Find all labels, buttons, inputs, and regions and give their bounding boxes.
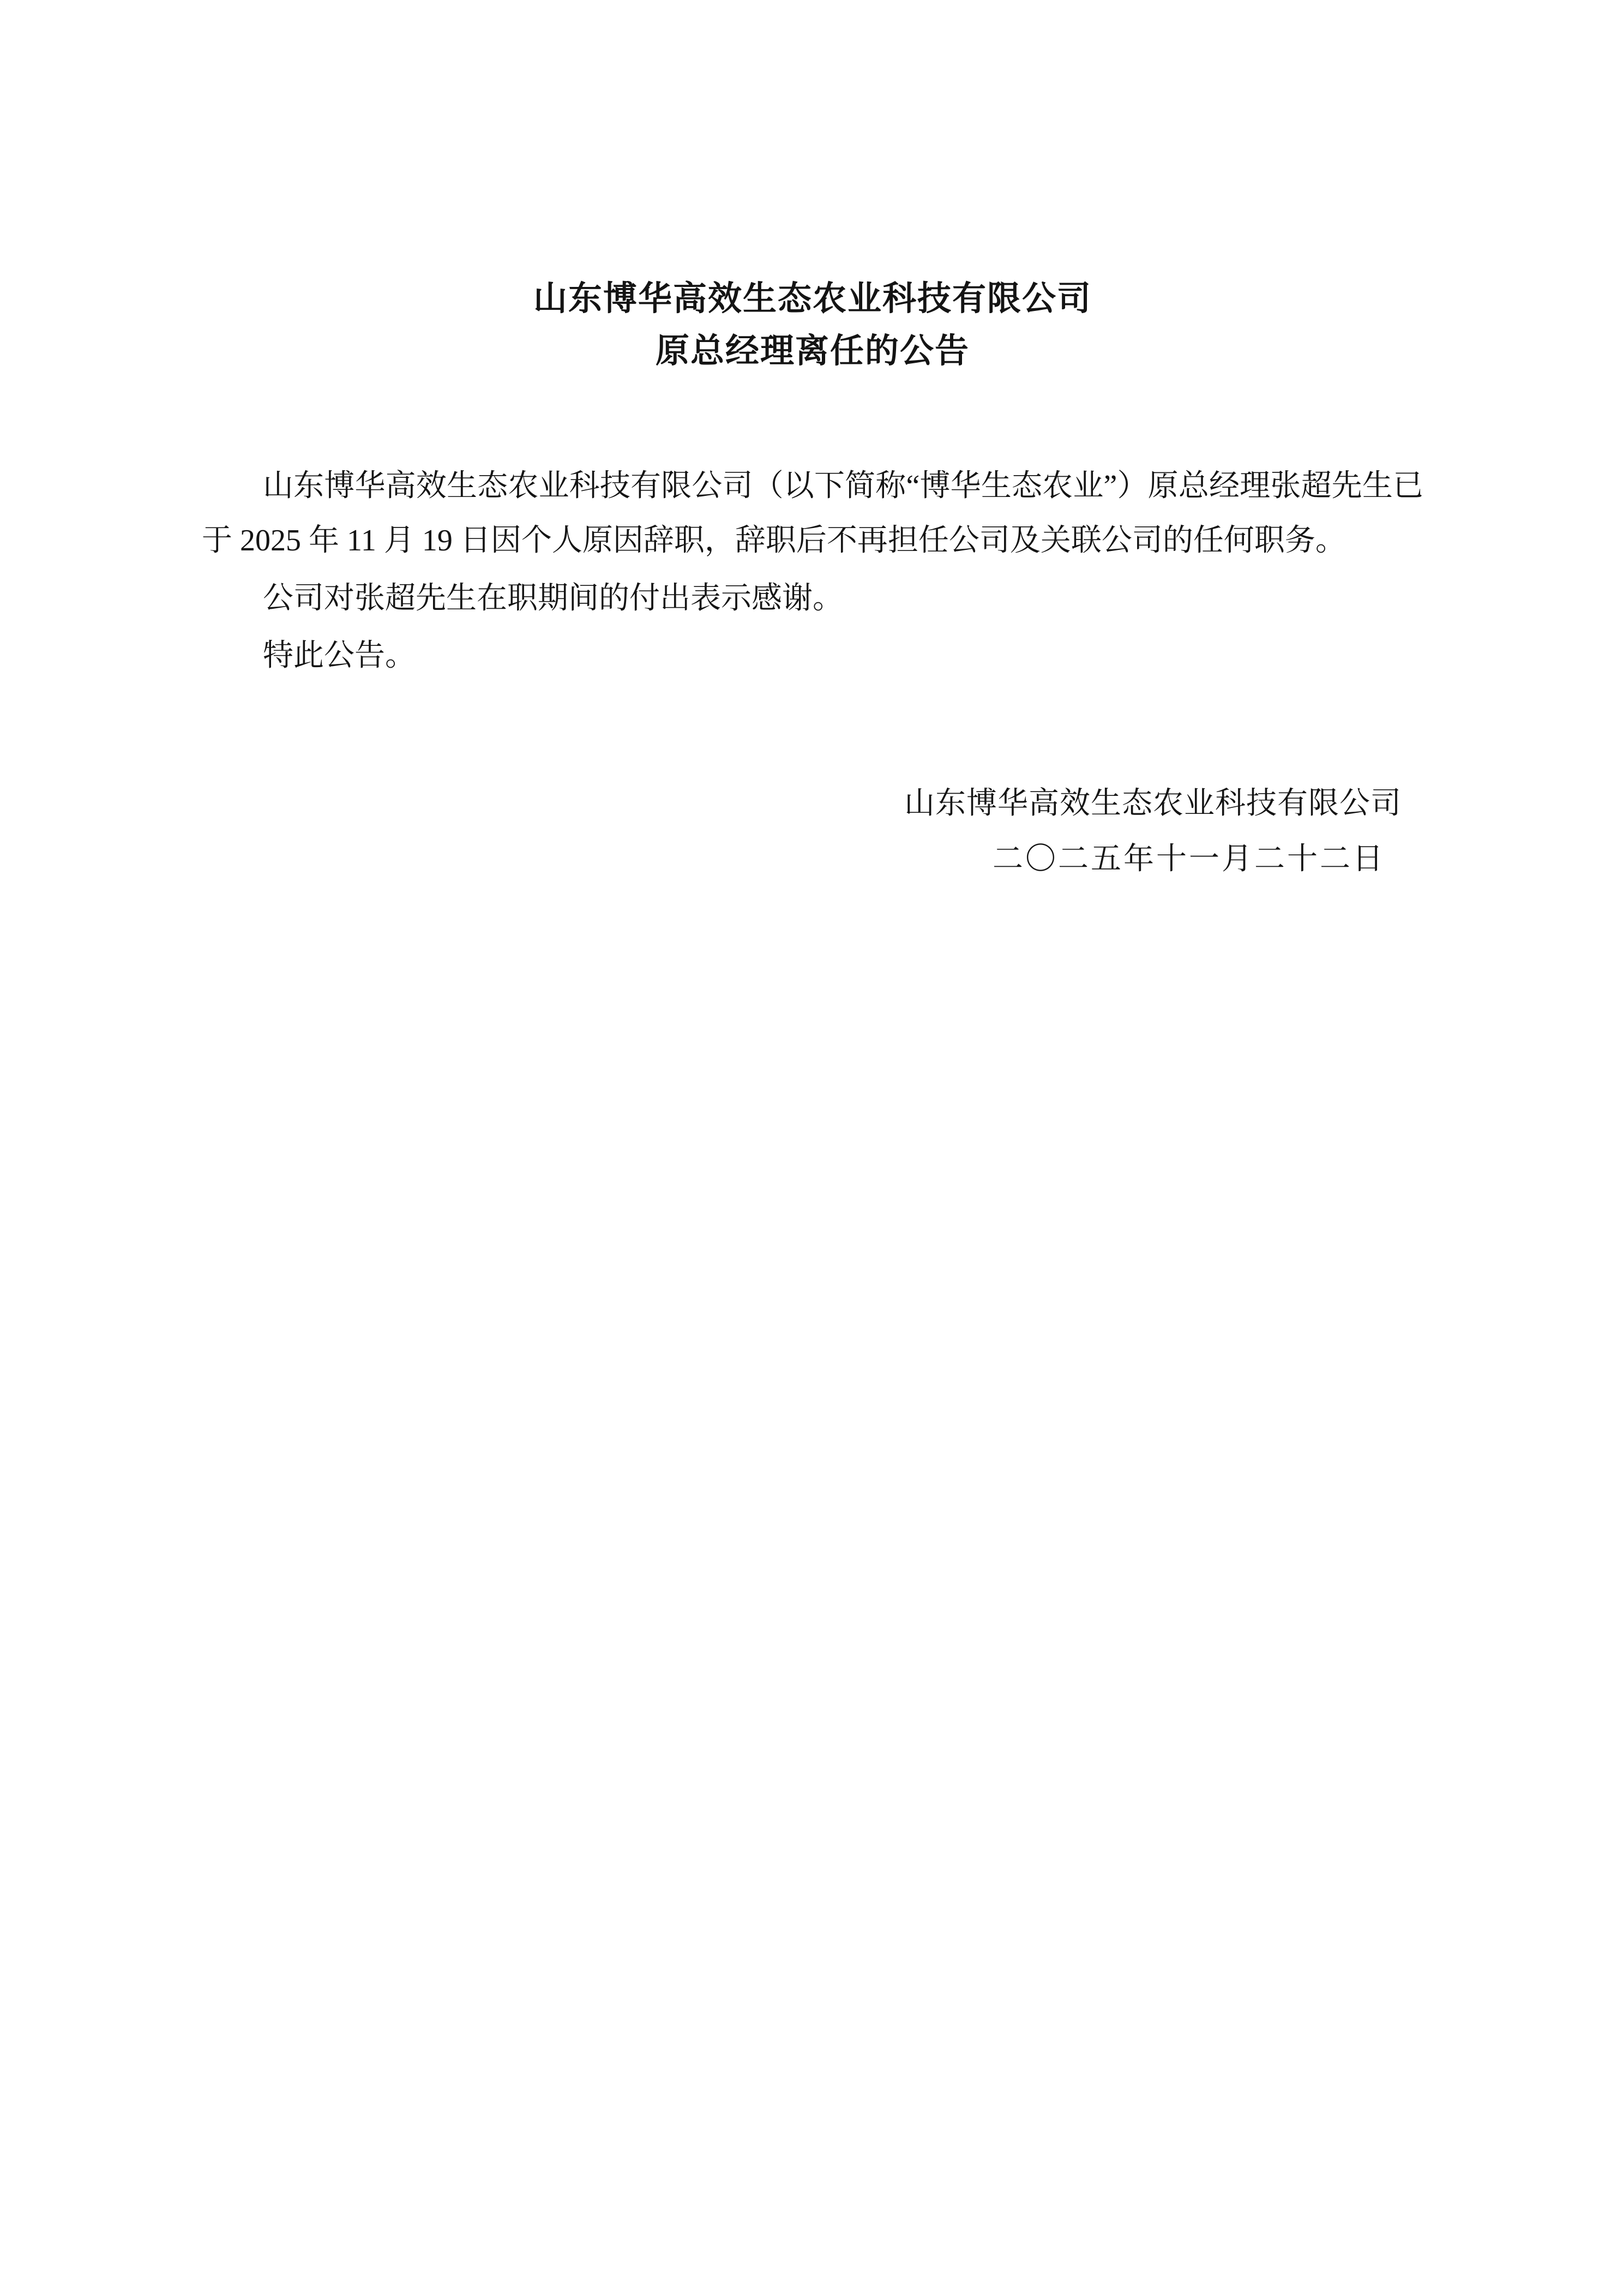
signature-block (202, 776, 1423, 888)
body-paragraph-3: 特此公告。 (263, 639, 416, 673)
signature-company: 山东博华高效生态农业科技有限公司 (904, 786, 1402, 820)
document-title (202, 273, 1423, 377)
body-paragraph-1: 山东博华高效生态农业科技有限公司（以下简称“博华生态农业”）原总经理张超先生已于 2025 年 11 月 19 日因个人原因辞职，辞职后不再担任公司及关联公司的任何职务。 (202, 469, 1423, 557)
body-paragraph-2: 公司对张超先生在职期间的付出表示感谢。 (263, 581, 843, 615)
document-body (202, 459, 1423, 684)
title-line-company: 山东博华高效生态农业科技有限公司 (533, 280, 1092, 317)
signature-date: 二〇二五年十一月二十二日 (993, 842, 1385, 876)
document-content (202, 273, 1423, 888)
title-line-subject: 原总经理离任的公告 (655, 333, 970, 370)
